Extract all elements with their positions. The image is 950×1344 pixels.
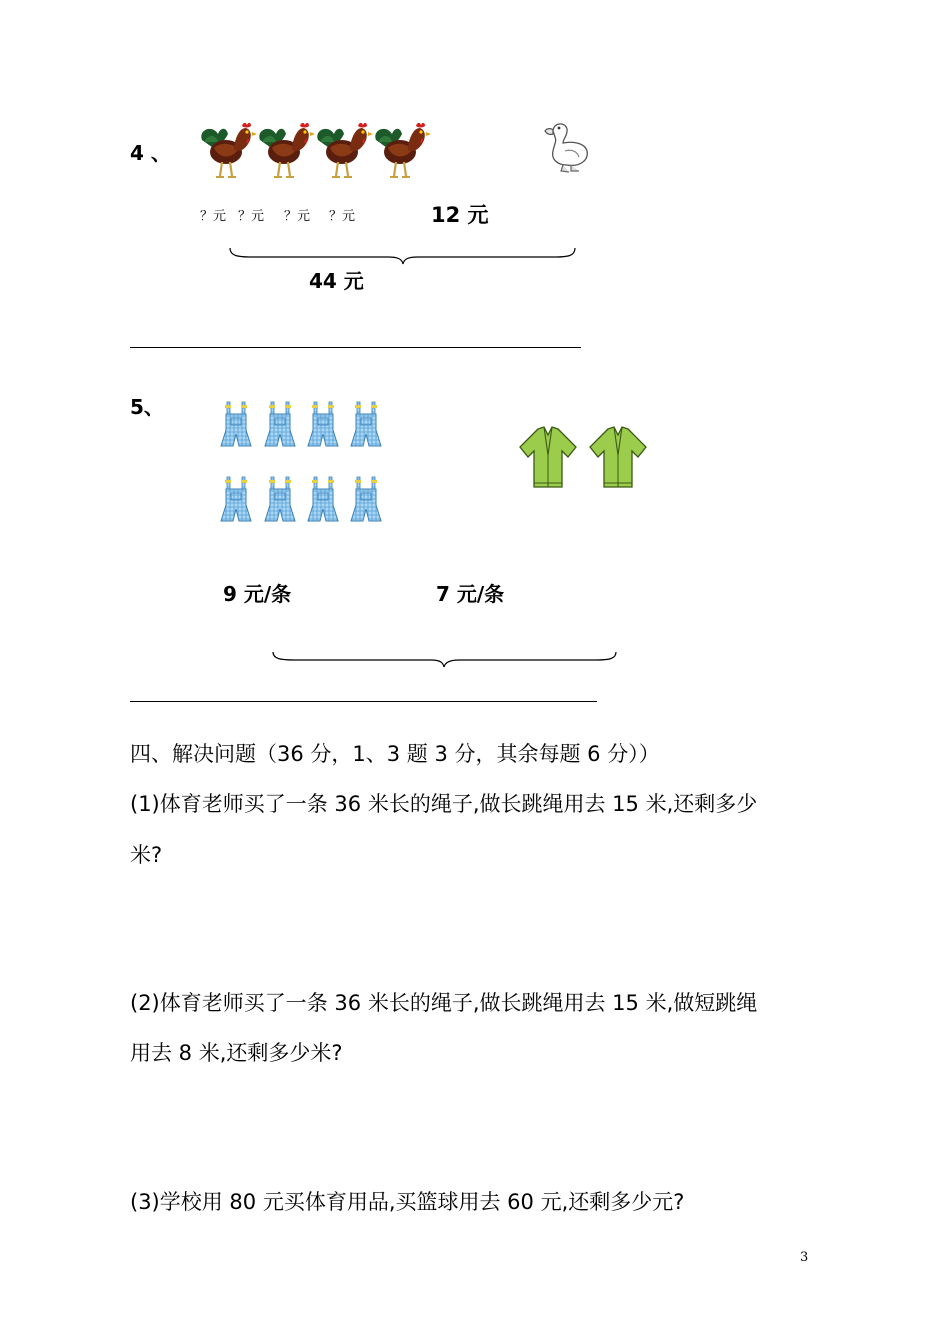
duck-icon	[543, 119, 593, 175]
total-price-q4: 44 元	[309, 269, 364, 293]
overalls-group	[218, 400, 388, 526]
page-number: 3	[800, 1250, 809, 1265]
section-4-heading: 四、解决问题（36 分，1、3 题 3 分，其余每题 6 分））	[130, 742, 660, 766]
overalls-illustration	[218, 400, 388, 526]
question-4-number: 4 、	[130, 141, 171, 165]
total-brace-q4	[228, 246, 578, 266]
problem-1-line-1: (1)体育老师买了一条 36 米长的绳子,做长跳绳用去 15 米,还剩多少	[130, 792, 758, 816]
rooster-price-1: ？元	[200, 209, 227, 224]
roosters-group	[198, 118, 438, 182]
overalls-price: 9 元/条	[223, 582, 292, 606]
answer-line-q4	[130, 347, 581, 348]
jackets-illustration	[516, 424, 650, 490]
total-brace-q5	[271, 650, 621, 670]
answer-line-q5	[130, 701, 597, 702]
rooster-price-3: ？元	[284, 209, 311, 224]
jacket-price: 7 元/条	[436, 582, 505, 606]
problem-1-line-2: 米?	[130, 843, 163, 867]
duck-group	[543, 119, 593, 175]
rooster-price-2: ？元	[238, 209, 265, 224]
duck-price: 12 元	[431, 203, 489, 227]
jackets-group	[516, 424, 650, 490]
rooster-price-4: ？元	[329, 209, 356, 224]
problem-2-line-2: 用去 8 米,还剩多少米?	[130, 1041, 343, 1065]
question-5-number: 5、	[130, 395, 164, 419]
problem-3-line-1: (3)学校用 80 元买体育用品,买篮球用去 60 元,还剩多少元?	[130, 1190, 685, 1214]
problem-2-line-1: (2)体育老师买了一条 36 米长的绳子,做长跳绳用去 15 米,做短跳绳	[130, 991, 758, 1015]
roosters-illustration	[198, 118, 438, 182]
